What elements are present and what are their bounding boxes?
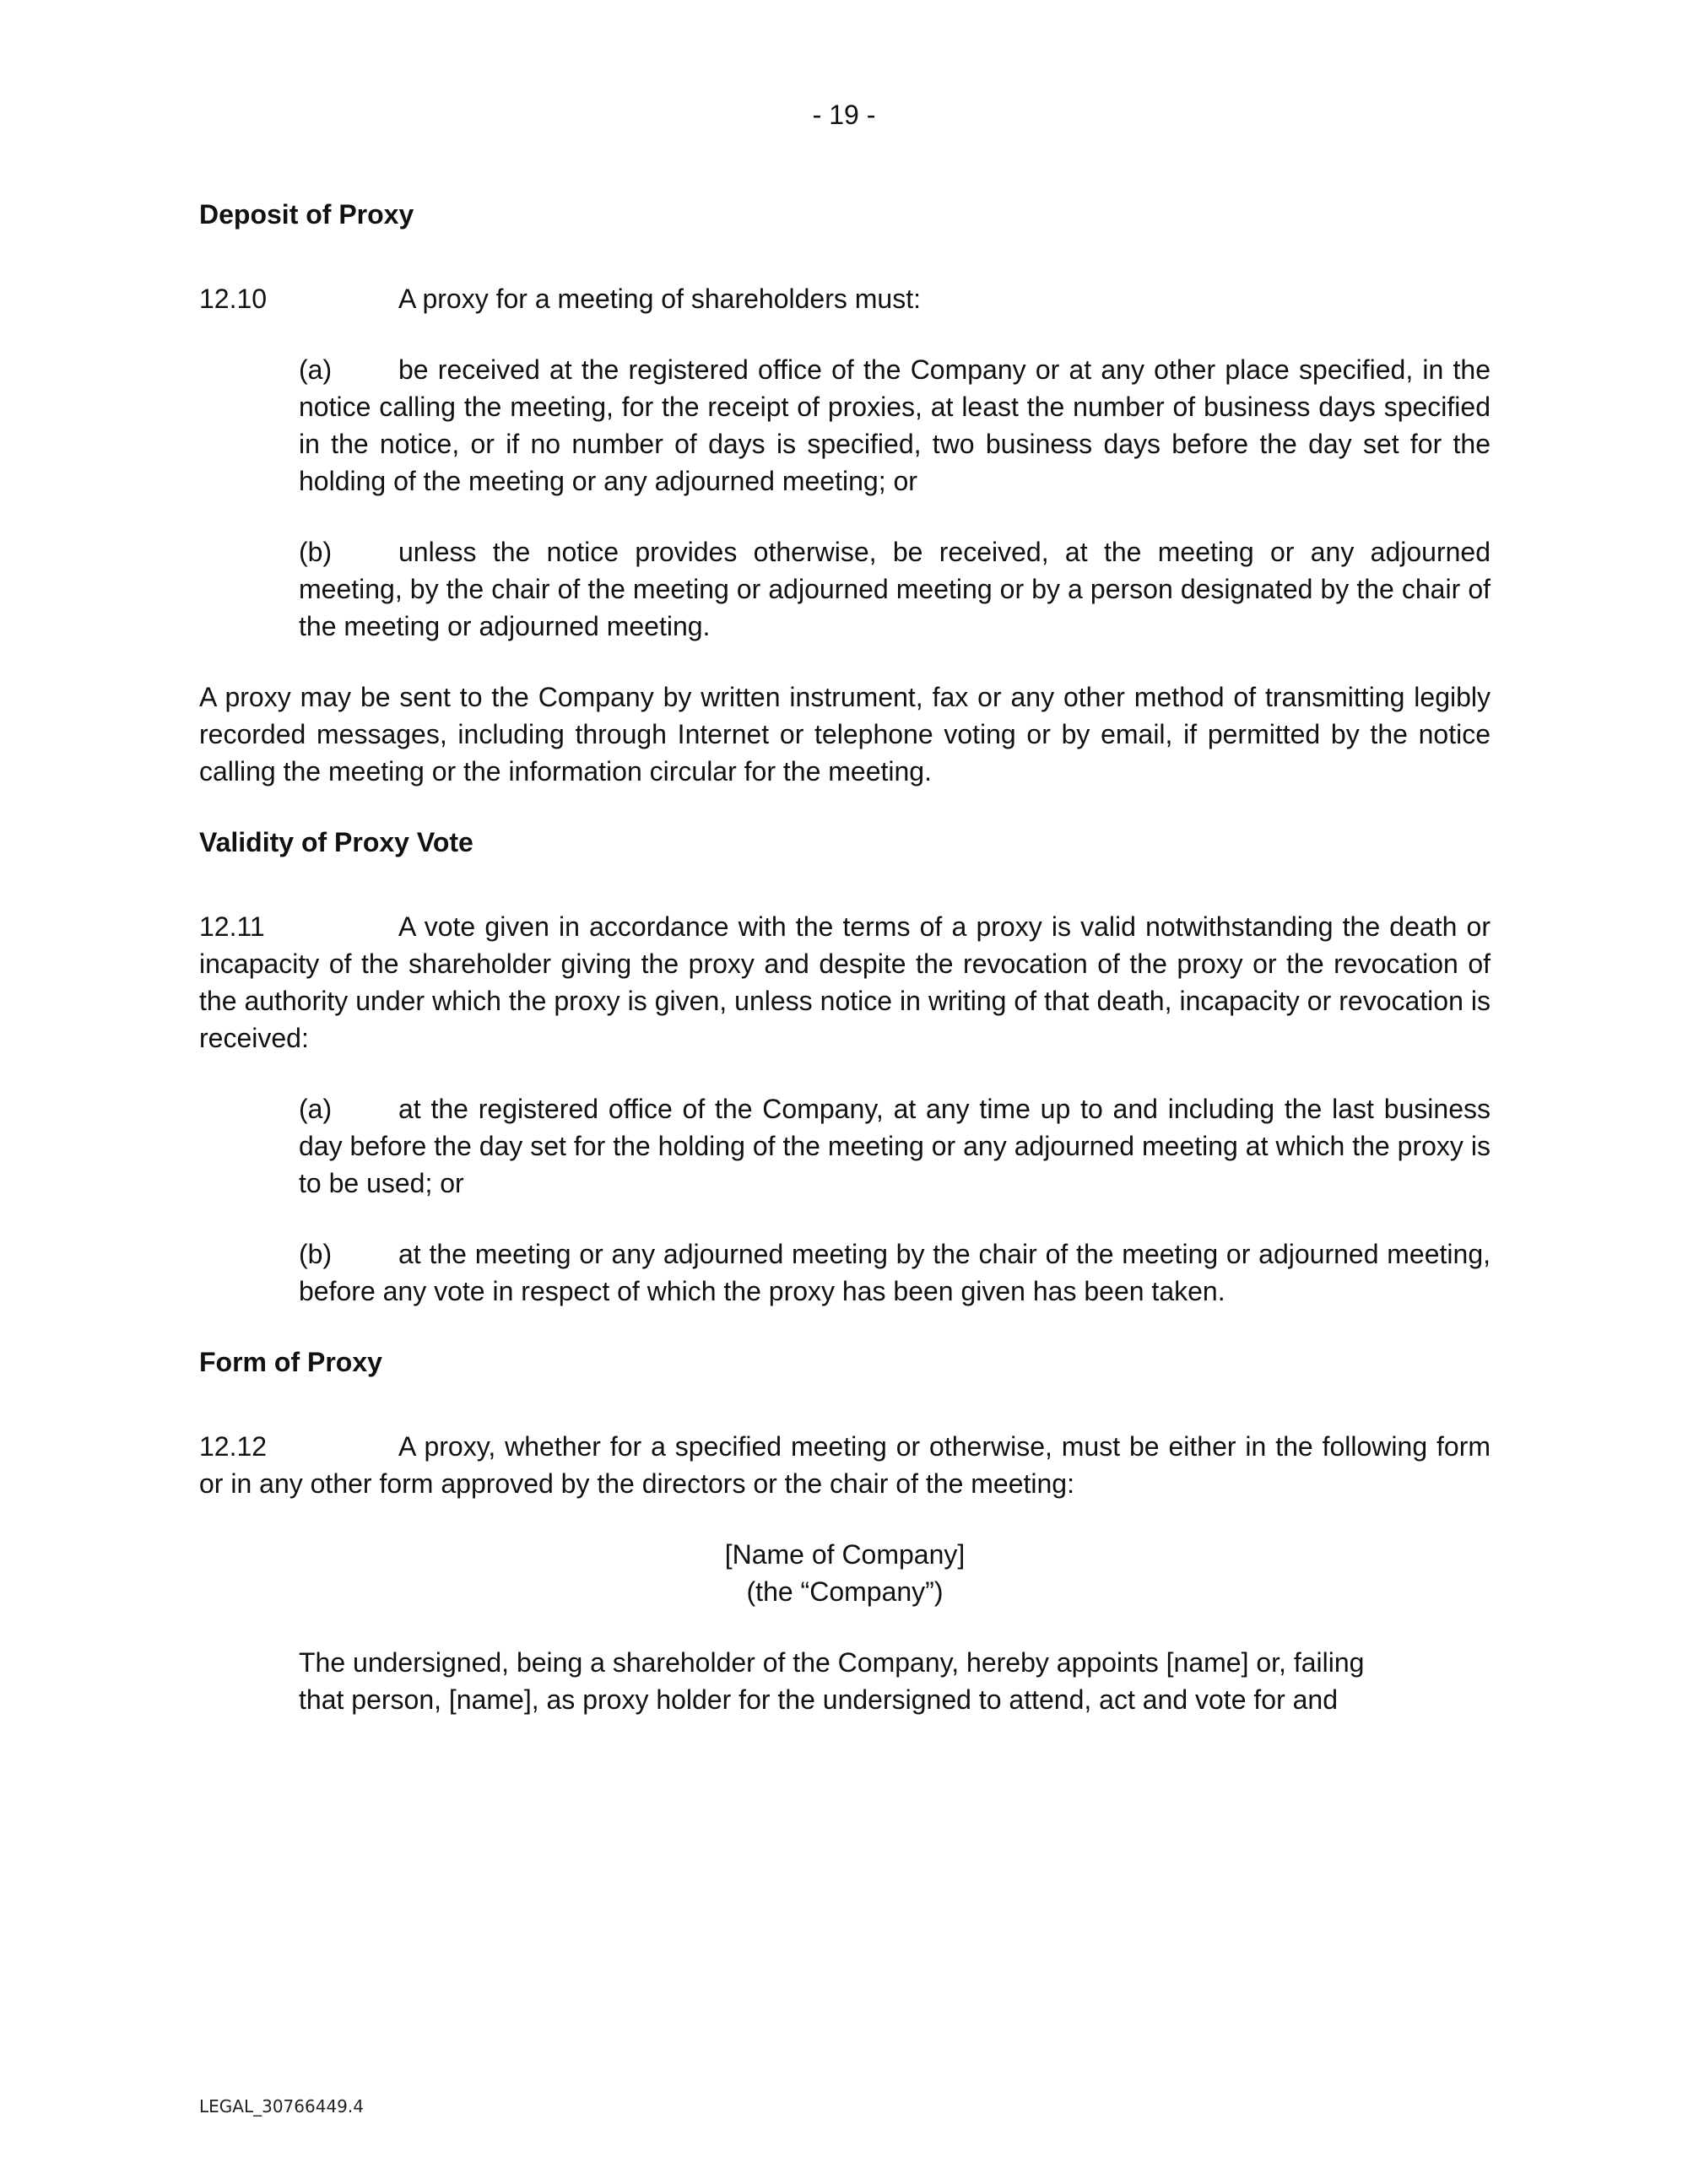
- subclause-text: be received at the registered office of the Company or at any other place specified, in the notice calling the meeting, for the receipt of proxies, at least the number of business days specified in the notice, or if no number of days is specified, two business days before the day set for the holding of the meeting or any adjourned meeting; or: [299, 354, 1491, 496]
- subclause-text: unless the notice provides otherwise, be received, at the meeting or any adjourned meeting, by the chair of the meeting or adjourned meeting or by a person designated by the chair of the meeting or adjourned meeting.: [299, 537, 1491, 641]
- subclause-label: (b): [299, 537, 333, 567]
- clause-text: A proxy, whether for a specified meeting or otherwise, must be either in the following form or in any other form approved by the directors or the chair of the meeting:: [199, 1431, 1491, 1499]
- clause-number: 12.12: [199, 1431, 268, 1462]
- clause-text: A proxy for a meeting of shareholders must:: [398, 284, 921, 314]
- document-body: [199, 196, 1491, 1752]
- subclause-b: [299, 1235, 1491, 1310]
- subclause-label: (a): [299, 354, 333, 385]
- clause-12-11: [199, 908, 1491, 1057]
- company-alias: (the “Company”): [746, 1576, 944, 1607]
- clause-number: 12.10: [199, 284, 268, 314]
- clause-number: 12.11: [199, 911, 265, 942]
- subclause-a: [299, 351, 1491, 500]
- section-heading-validity: Validity of Proxy Vote: [199, 827, 473, 857]
- subclause-label: (a): [299, 1094, 333, 1124]
- subclause-a: [299, 1090, 1491, 1202]
- subclause-text: at the registered office of the Company, at any time up to and including the last business day before the day set for the holding of the meeting or any adjourned meeting at which the proxy is to be used; or: [299, 1094, 1491, 1198]
- clause-12-10: [199, 280, 1491, 317]
- clause-12-12: [199, 1428, 1491, 1502]
- page-number: - 19 -: [812, 100, 876, 130]
- paragraph-transmission: A proxy may be sent to the Company by written instrument, fax or any other method of transmitting legibly recorded messages, including through Internet or telephone voting or by email, if permitted by the notice calling the meeting or the information circular for the meeting.: [199, 682, 1491, 787]
- company-name: [Name of Company]: [724, 1539, 966, 1570]
- subclause-label: (b): [299, 1239, 333, 1269]
- clause-text: A vote given in accordance with the terms of a proxy is valid notwithstanding the death or incapacity of the shareholder giving the proxy and despite the revocation of the proxy or the revocation of the authority under which the proxy is given, unless notice in writing of that death, incapacity or revocation is received:: [199, 911, 1491, 1053]
- proxy-form-text: The undersigned, being a shareholder of the Company, hereby appoints [name] or, failing that person, [name], as proxy holder for the undersigned to attend, act and vote for and: [299, 1647, 1365, 1715]
- subclause-text: at the meeting or any adjourned meeting by the chair of the meeting or adjourned meeting, before any vote in respect of which the proxy has been given has been taken.: [299, 1239, 1491, 1306]
- section-heading-deposit: Deposit of Proxy: [199, 199, 414, 230]
- subclause-b: [299, 533, 1491, 645]
- section-heading-form: Form of Proxy: [199, 1347, 382, 1377]
- company-name-block: [199, 1536, 1491, 1610]
- document-id: LEGAL_30766449.4: [199, 2096, 364, 2116]
